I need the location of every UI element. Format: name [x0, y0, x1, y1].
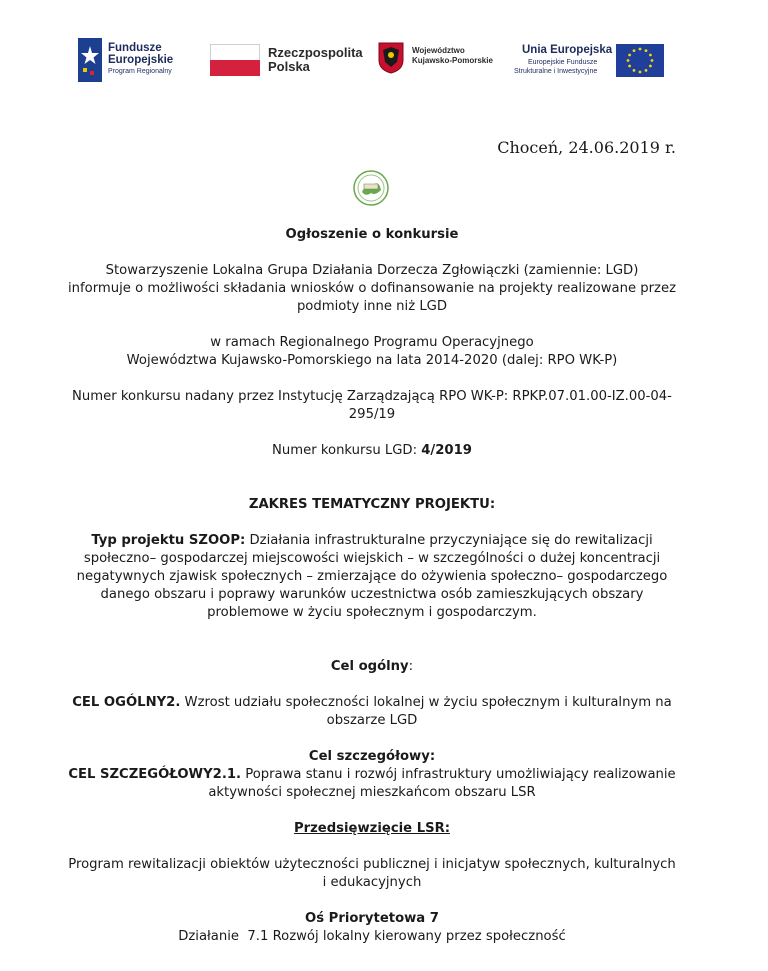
priority-axis-text: Działanie 7.1 Rozwój lokalny kierowany przez społeczność — [178, 929, 566, 944]
scope-heading: ZAKRES TEMATYCZNY PROJEKTU: — [248, 497, 496, 512]
specific-goal-line-2: aktywności społecznej mieszkańcom obszaru LSR — [208, 785, 536, 800]
document-date: Choceń, 24.06.2019 r. — [497, 138, 676, 157]
project-type-line-2: społeczno– gospodarczej miejscowości wiejskich – w szczególności o dużej koncentracji — [83, 551, 661, 566]
rp-line2: Polska — [268, 59, 310, 74]
intro-line-2: informuje o możliwości składania wniosków o dofinansowanie na projekty realizowane przez — [67, 281, 677, 296]
priority-axis-heading: Oś Priorytetowa 7 — [305, 911, 439, 926]
general-goal-line-2: obszarze LGD — [326, 713, 418, 728]
project-type-line-1 — [60, 532, 684, 550]
lsr-line-2: i edukacyjnych — [322, 875, 422, 890]
project-type-line-5: problemowe w życiu społecznym i gospodarczym. — [207, 605, 537, 620]
project-type-label: Typ projektu SZOOP: — [91, 533, 246, 548]
lgd-number-value: 4/2019 — [421, 443, 472, 458]
fe-star-icon — [78, 38, 102, 82]
specific-goal-heading: Cel szczegółowy: — [308, 749, 436, 764]
specific-goal-text-1: Poprawa stanu i rozwój infrastruktury umożliwiający realizowanie — [241, 767, 676, 782]
fe-line3: Program Regionalny — [108, 68, 172, 75]
lgd-emblem-icon — [353, 170, 389, 206]
general-goal-heading — [60, 658, 684, 676]
ue-line2: Europejskie Fundusze — [528, 59, 598, 66]
lsr-heading: Przedsięwzięcie LSR: — [293, 821, 451, 836]
project-type-line-3: negatywnych zjawisk społecznych – zmierzające do ożywienia społeczno– gospodarczego — [76, 569, 668, 584]
wk-logo — [378, 34, 498, 86]
program-line-1: w ramach Regionalnego Programu Operacyjnego — [210, 335, 534, 350]
lgd-contest-number — [60, 442, 684, 460]
contest-number-line-1: Numer konkursu nadany przez Instytucję Zarządzającą RPO WK-P: RPKP.07.01.00-IZ.00-04- — [72, 389, 672, 404]
fe-line2: Europejskie — [108, 54, 174, 66]
rp-line1: Rzeczpospolita — [268, 45, 363, 60]
coat-of-arms-icon — [378, 42, 404, 74]
project-type-line-4: danego obszaru i poprawy warunków uczestnictwa osób zamieszkujących obszary — [100, 587, 644, 602]
general-goal-line-1 — [60, 694, 684, 712]
specific-goal-line-1 — [60, 766, 684, 784]
wk-line2: Kujawsko-Pomorskie — [412, 56, 493, 65]
fe-logo — [78, 34, 188, 86]
contest-number-line-2: 295/19 — [348, 407, 396, 422]
document-body — [60, 226, 684, 946]
ue-line1: Unia Europejska — [522, 44, 613, 56]
lsr-line-1: Program rewitalizacji obiektów użyteczności publicznej i inicjatyw społecznych, kulturalnych — [68, 857, 676, 872]
eu-flag-icon — [616, 44, 664, 77]
intro-line-1: Stowarzyszenie Lokalna Grupa Działania Dorzecza Zgłowiączki (zamiennie: LGD) — [105, 263, 639, 278]
specific-goal-label: CEL SZCZEGÓŁOWY2.1. — [68, 767, 242, 782]
lgd-number-label: Numer konkursu LGD: — [272, 443, 422, 458]
general-goal-colon: : — [408, 659, 414, 674]
wk-line1: Województwo — [412, 46, 465, 55]
general-goal-heading-text: Cel ogólny — [330, 659, 409, 674]
general-goal-text-1: Wzrost udziału społeczności lokalnej w życiu społecznym i kulturalnym na — [180, 695, 672, 710]
polish-flag-icon — [210, 44, 260, 76]
ue-line3: Strukturalne i Inwestycyjne — [514, 68, 598, 75]
fe-line1: Fundusze — [108, 42, 162, 54]
intro-line-3: podmioty inne niż LGD — [296, 299, 448, 314]
rp-logo — [210, 34, 363, 86]
program-line-2: Województwa Kujawsko-Pomorskiego na lata 2014-2020 (dalej: RPO WK-P) — [126, 353, 618, 368]
document-title: Ogłoszenie o konkursie — [285, 227, 459, 242]
logo-bar — [0, 34, 768, 86]
ue-logo — [514, 34, 666, 86]
project-type-text-1: Działania infrastrukturalne przyczyniające się do rewitalizacji — [245, 533, 653, 548]
general-goal-label: CEL OGÓLNY2. — [72, 695, 181, 710]
